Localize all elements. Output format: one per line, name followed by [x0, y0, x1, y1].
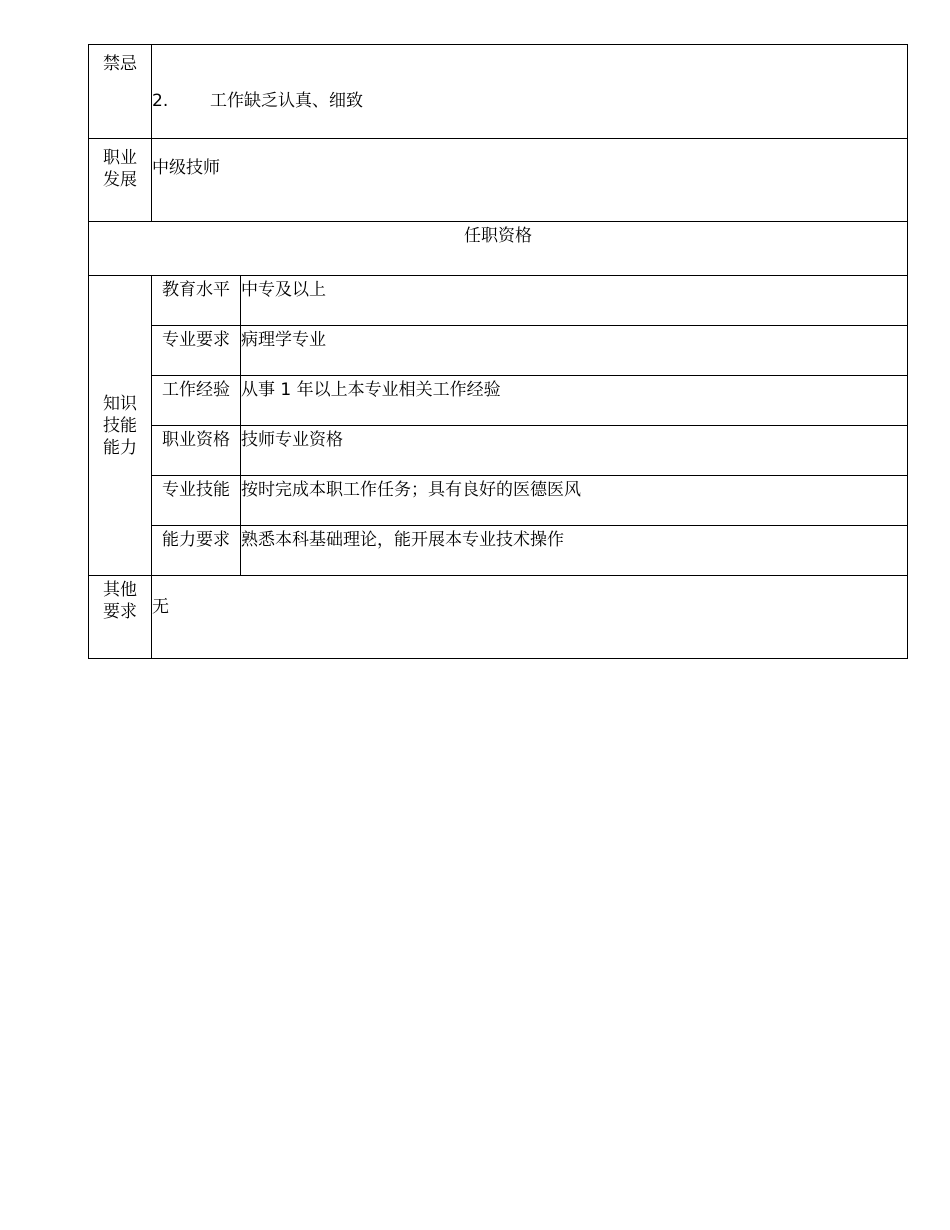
table-row [89, 376, 908, 426]
taboo-value [152, 45, 908, 139]
skills-label: 专业技能 [152, 476, 241, 526]
table-row [89, 276, 908, 326]
table-row [89, 526, 908, 576]
other-row [89, 576, 908, 659]
qualifications-title: 任职资格 [89, 222, 908, 276]
taboo-item-text: 工作缺乏认真、细致 [210, 91, 363, 111]
taboo-row [89, 45, 908, 139]
skills-value: 按时完成本职工作任务；具有良好的医德医风 [241, 476, 908, 526]
job-description-table [88, 44, 908, 659]
career-value: 中级技师 [152, 139, 908, 222]
major-value: 病理学专业 [241, 326, 908, 376]
table-row [89, 326, 908, 376]
major-label: 专业要求 [152, 326, 241, 376]
ability-label: 能力要求 [152, 526, 241, 576]
career-label: 职业发展 [89, 139, 152, 222]
table-row [89, 426, 908, 476]
table-row [89, 476, 908, 526]
experience-value: 从事 1 年以上本专业相关工作经验 [241, 376, 908, 426]
qualifications-title-row [89, 222, 908, 276]
other-value: 无 [152, 576, 908, 659]
education-value: 中专及以上 [241, 276, 908, 326]
experience-label: 工作经验 [152, 376, 241, 426]
taboo-item-number: 2. [152, 91, 169, 111]
career-row [89, 139, 908, 222]
ability-value: 熟悉本科基础理论，能开展本专业技术操作 [241, 526, 908, 576]
education-label: 教育水平 [152, 276, 241, 326]
certification-label: 职业资格 [152, 426, 241, 476]
other-label: 其他要求 [89, 576, 152, 659]
knowledge-skills-label: 知识技能能力 [89, 276, 152, 576]
certification-value: 技师专业资格 [241, 426, 908, 476]
taboo-label: 禁忌 [89, 45, 152, 139]
